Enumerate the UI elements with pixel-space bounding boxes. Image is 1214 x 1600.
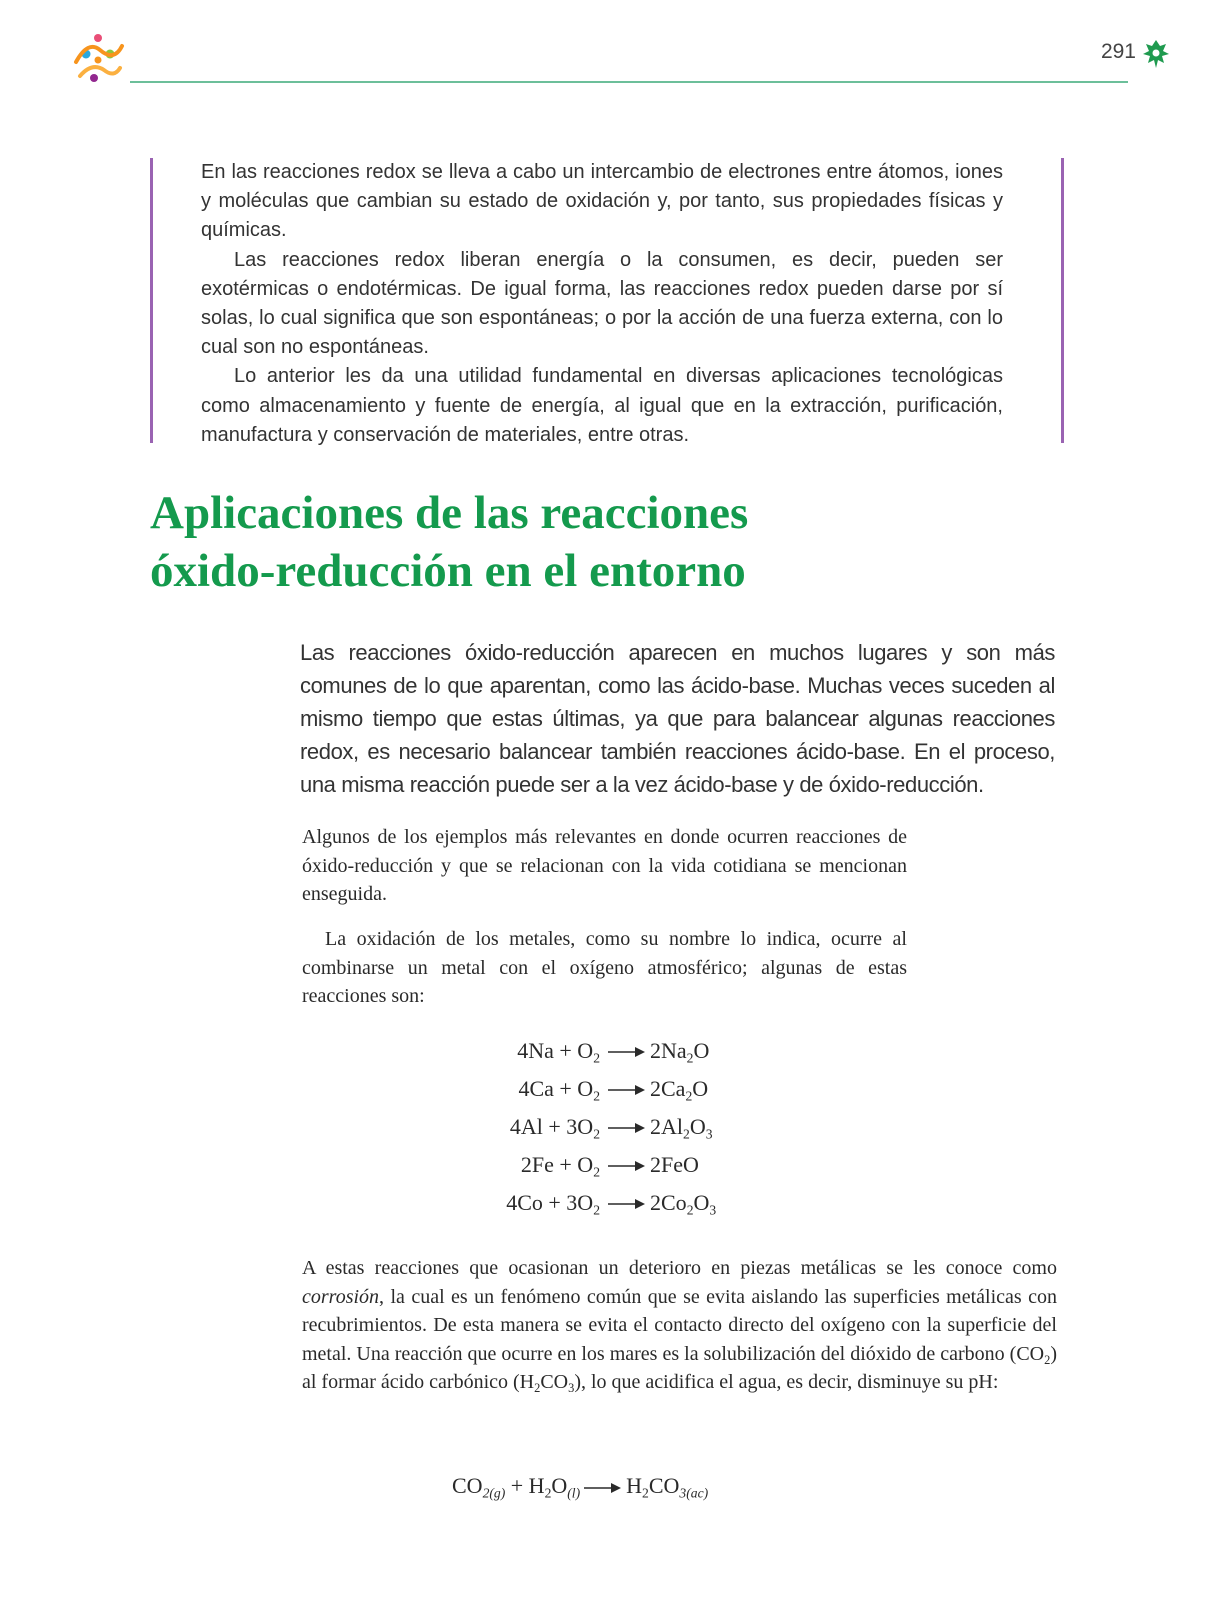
equation-reactants: [506, 1184, 600, 1222]
formula-text: 4Co + 3O: [506, 1190, 594, 1215]
intro-text: [201, 158, 1003, 450]
subscript: 3(ac): [679, 1485, 709, 1501]
reaction-arrow-icon: [584, 1478, 622, 1498]
body-paragraph-3: [302, 1254, 1057, 1397]
section-title-line-1: Aplicaciones de las reacciones: [150, 487, 749, 539]
text-run: CO: [452, 1473, 483, 1498]
equation-row: [440, 1070, 770, 1108]
subscript: 2: [593, 1202, 600, 1218]
formula-text: 2Ca: [650, 1076, 686, 1101]
subscript: 3: [568, 1380, 575, 1395]
formula-text: 4Al + 3O: [509, 1114, 594, 1139]
formula-text: 2FeO: [650, 1152, 699, 1177]
formula-text: O: [693, 1038, 710, 1063]
equation-products: [650, 1184, 716, 1222]
formula-text: O: [693, 1190, 710, 1215]
equation-reactants: [510, 1108, 600, 1146]
formula-text: O: [689, 1114, 706, 1139]
subscript: 2: [686, 1050, 694, 1066]
subscript: 2: [593, 1126, 600, 1142]
equation-products: [650, 1032, 709, 1070]
green-emblem-icon: [1142, 38, 1170, 70]
intro-paragraph-3: Lo anterior les da una utilidad fundamental en diversas aplicaciones tecnológicas como almacenamiento y fuente de energía, al igual que en la extracción, purificación, manufactura y conservación de materiales, entre otras.: [201, 365, 1003, 446]
text-run: + H: [505, 1473, 545, 1498]
equation-products: [650, 1108, 713, 1146]
subscript: 2: [683, 1126, 690, 1142]
formula-text: O: [692, 1076, 709, 1101]
text-run: ), lo que acidifica el agua, es decir, disminuye su pH:: [574, 1371, 999, 1393]
subscript: 2: [642, 1485, 649, 1501]
subscript: 2(g): [482, 1485, 506, 1501]
equation-row: [440, 1108, 770, 1146]
subscript: 3: [705, 1126, 713, 1142]
equation-row: [440, 1184, 770, 1222]
colorful-dots-logo-icon: [70, 32, 126, 86]
equation-reactants: [517, 1032, 600, 1070]
formula-text: 4Na + O: [517, 1038, 594, 1063]
subscript: 2: [593, 1050, 600, 1066]
subscript: 3: [709, 1202, 717, 1218]
lead-paragraph: Las reacciones óxido-reducción aparecen en muchos lugares y son más comunes de lo que aparentan, como las ácido-base. Muchas veces suceden al mismo tiempo que estas últimas, ya que para balancear algunas reacciones redox, es necesario balancear también reacciones ácido-base. En el proceso, una misma reacción puede ser a la vez ácido-base y de óxido-reducción.: [300, 640, 1055, 797]
subscript: (l): [567, 1485, 581, 1501]
equation-products: [650, 1070, 708, 1108]
body-paragraph-2: La oxidación de los metales, como su nombre lo indica, ocurre al combinarse un metal con el oxígeno atmosférico; algunas de estas reacciones son:: [302, 928, 907, 1007]
text-run: CO: [540, 1371, 569, 1393]
subscript: 2: [544, 1485, 552, 1501]
carbonic-acid-equation: [452, 1466, 792, 1506]
formula-text: 2Na: [650, 1038, 687, 1063]
section-title-line-2: óxido-reducción en el entorno: [150, 545, 746, 597]
intro-paragraph-2: Las reacciones redox liberan energía o la consumen, es decir, pueden ser exotérmicas o endotérmicas. De igual forma, las reacciones redox pueden darse por sí solas, lo cual significa que son espontáneas; o por la acción de una fuerza externa, con lo cual son no espontáneas.: [201, 248, 1003, 359]
subscript: 2: [534, 1380, 541, 1395]
oxidation-equations: [440, 1032, 770, 1222]
equation-row: [440, 1146, 770, 1184]
subscript: 2: [593, 1088, 600, 1104]
subscript: 2: [593, 1164, 600, 1180]
subscript: 2: [686, 1202, 694, 1218]
term-corrosion: corrosión: [302, 1285, 380, 1308]
formula-text: 2Co: [650, 1190, 687, 1215]
text-run: ) al formar ácido carbónico (H: [302, 1342, 1057, 1393]
equation-reactants: [521, 1146, 600, 1184]
header-rule: [130, 81, 1128, 83]
text-run: H: [626, 1473, 643, 1498]
section-title: [150, 484, 1050, 600]
page-number: 291: [1100, 40, 1136, 63]
formula-text: 4Ca + O: [518, 1076, 594, 1101]
formula-text: 2Fe + O: [520, 1152, 594, 1177]
intro-paragraph-1: En las reacciones redox se lleva a cabo un intercambio de electrones entre átomos, iones y moléculas que cambian su estado de oxidación y, por tanto, sus propiedades físicas y químicas.: [201, 161, 1003, 242]
subscript: 2: [1044, 1352, 1051, 1367]
text-run: , la cual es un fenómeno común que se evita aislando las superficies metálicas con recubrimientos. De esta manera se evita el contacto directo del oxígeno con la superficie del metal. Una reacción que ocurre en los mares es la solubilización del dióxido de carbono (CO: [302, 1285, 1057, 1365]
subscript: 2: [685, 1088, 693, 1104]
equation-row: [440, 1032, 770, 1070]
text-run: A estas reacciones que ocasionan un deterioro en piezas metálicas se les conoce como: [302, 1257, 1057, 1279]
equation-reactants: [518, 1070, 600, 1108]
body-paragraph-1: Algunos de los ejemplos más relevantes en donde ocurren reacciones de óxido-reducción y que se relacionan con la vida cotidiana se mencionan enseguida.: [302, 826, 907, 905]
text-run: O: [551, 1473, 568, 1498]
text-run: CO: [648, 1473, 680, 1498]
equation-products: [650, 1146, 699, 1184]
intro-box: [150, 158, 1064, 446]
formula-text: 2Al: [650, 1114, 683, 1139]
